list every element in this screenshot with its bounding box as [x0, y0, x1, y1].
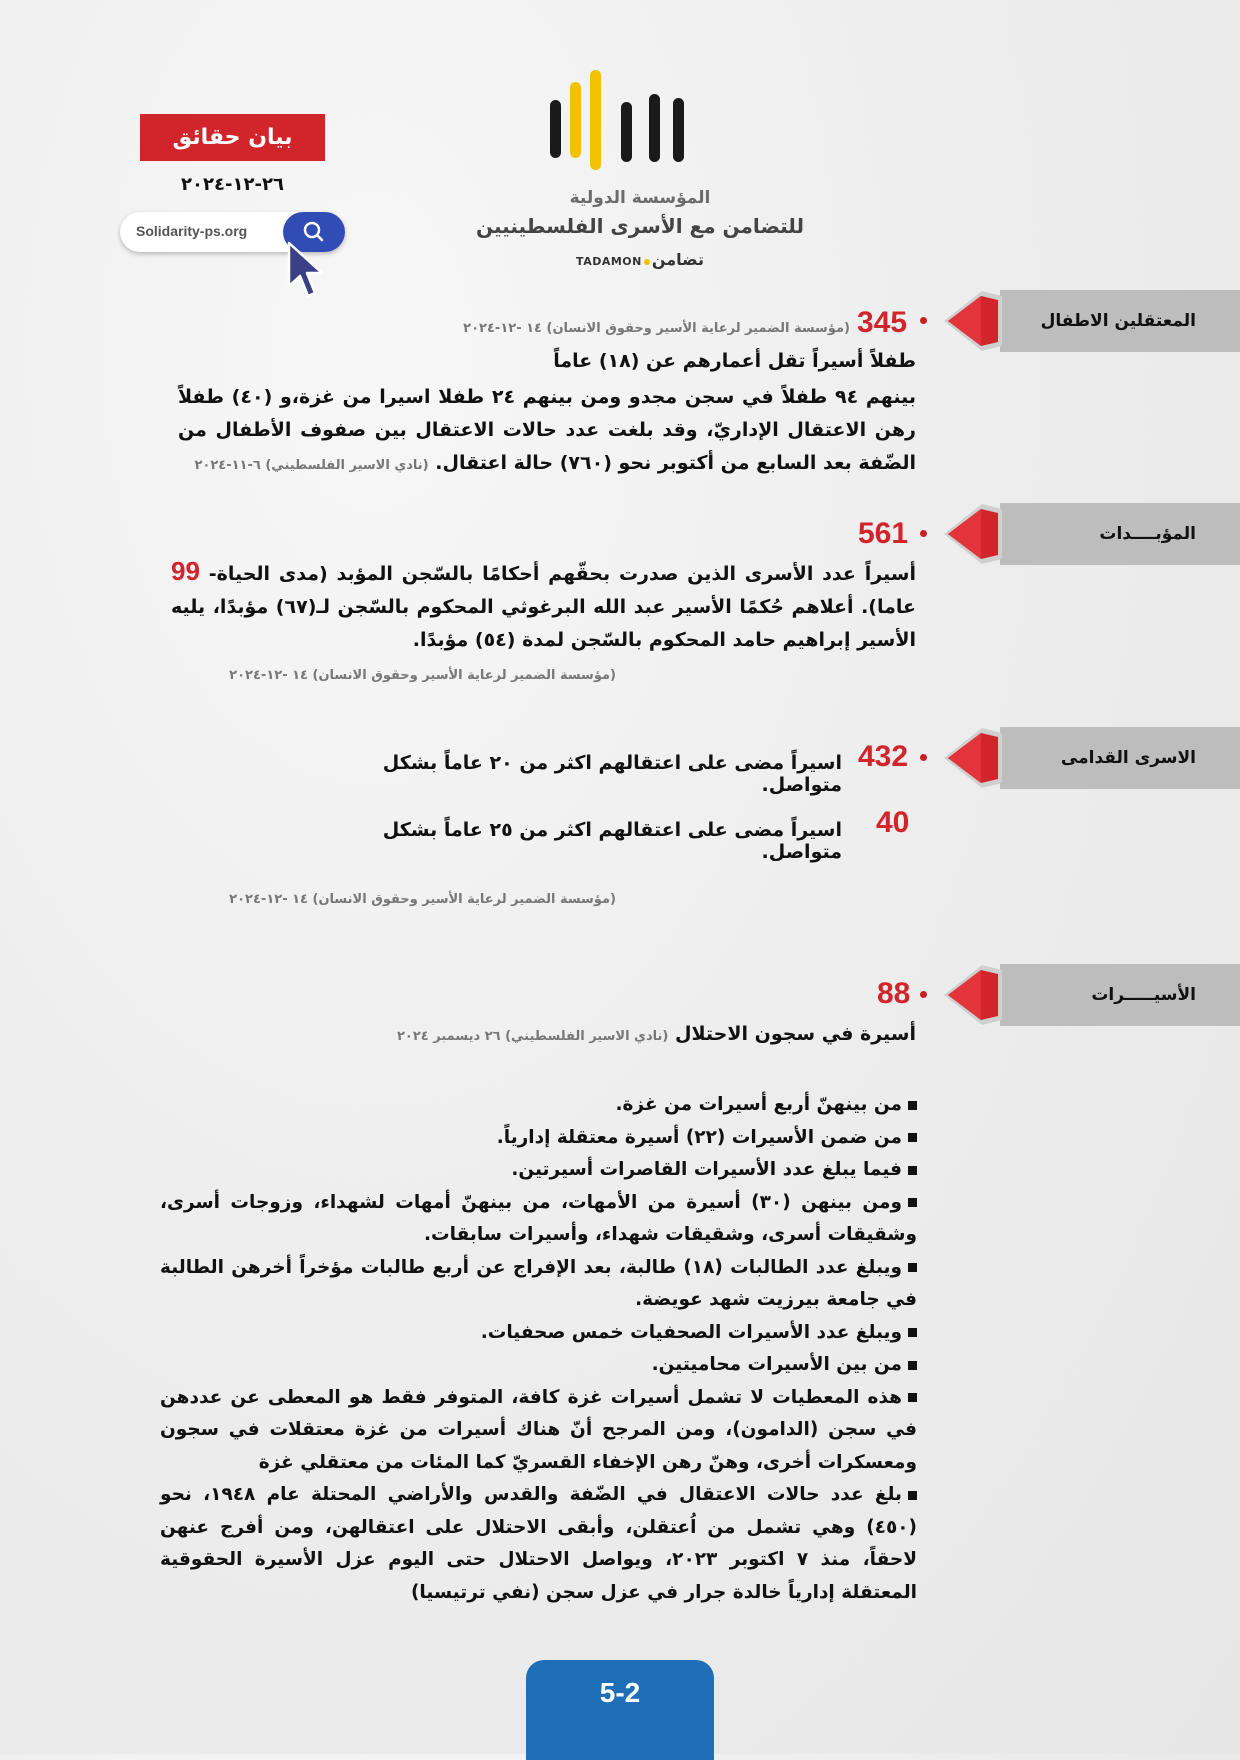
issue-date: ٢٦-١٢-٢٠٢٤ — [181, 174, 284, 195]
red-pointer-icon — [936, 958, 1010, 1032]
women-number: 88 — [877, 977, 911, 1010]
children-source: (مؤسسة الضمير لرعاية الأسير وحقوق الانسان) ١٤ -١٢-٢٠٢٤ — [463, 321, 850, 336]
logo-brand — [540, 250, 740, 269]
veterans-number-2: 40 — [876, 806, 910, 839]
mouse-cursor-icon — [285, 240, 327, 300]
children-heading: طفلاً أسيراً تقل أعمارهم عن (١٨) عاماً — [553, 350, 916, 372]
life-body-after: عاما). أعلاهم حُكمًا الأسير عبد الله البرغوثي المحكوم بالسّجن لـ(٦٧) مؤبدًا، يليه الأسير إبراهيم حامد المحكوم بالسّجن لمدة (٥٤) مؤبدًا. — [171, 596, 916, 651]
women-heading-line — [316, 1023, 916, 1045]
children-body — [178, 381, 916, 482]
veterans-text-2: اسيراً مضى على اعتقالهم اكثر من ٢٥ عاماً بشكل متواصل. — [382, 819, 842, 863]
children-body-text: بينهم ٩٤ طفلاً في سجن مجدو ومن بينهم ٢٤ طفلا اسيرا من غزة،و (٤٠) طفلاً رهن الاعتقال الإداريّ، وقد بلغت عدد حالات الاعتقال بين صفوف الأطفال من الضّفة بعد السابع من أكتوبر نحو (٧٦٠) حالة اعتقال. — [178, 386, 916, 474]
life-source: (مؤسسة الضمير لرعاية الأسير وحقوق الانسان) ١٤ -١٢-٢٠٢٤ — [229, 668, 616, 683]
square-bullet-icon — [908, 1101, 917, 1110]
square-bullet-icon — [908, 1166, 917, 1175]
red-pointer-icon — [936, 284, 1010, 358]
life-body — [171, 555, 916, 657]
square-bullet-icon — [908, 1361, 917, 1370]
children-body-source: (نادي الاسير الفلسطيني) ٦-١١-٢٠٢٤ — [194, 458, 429, 473]
veterans-source: (مؤسسة الضمير لرعاية الأسير وحقوق الانسان) ١٤ -١٢-٢٠٢٤ — [229, 892, 616, 907]
bullet-dot-icon — [920, 754, 927, 761]
logo-dot-icon — [644, 259, 650, 265]
life-body-before: أسيراً عدد الأسرى الذين صدرت بحقّهم أحكامًا بالسّجن المؤبد (مدى الحياة- — [208, 563, 916, 585]
veterans-text-1: اسيراً مضى على اعتقالهم اكثر من ٢٠ عاماً بشكل متواصل. — [382, 752, 842, 796]
bullet-dot-icon — [920, 991, 927, 998]
logo-brand-ar: تضامن — [651, 250, 704, 269]
life-number: 561 — [858, 517, 909, 550]
square-bullet-icon — [908, 1491, 917, 1500]
tab-life-sentences — [1000, 503, 1240, 565]
page-number: 5-2 — [526, 1660, 714, 1760]
children-number: 345 — [857, 306, 908, 339]
bullet-dot-icon — [920, 317, 927, 324]
square-bullet-icon — [908, 1133, 917, 1142]
list-item: فيما يبلغ عدد الأسيرات القاصرات أسيرتين. — [160, 1154, 917, 1187]
fact-sheet-badge: بيان حقائق — [140, 114, 325, 161]
tab-children-label: المعتقلين الاطفال — [1040, 311, 1196, 331]
list-item: ومن بينهن (٣٠) أسيرة من الأمهات، من بينهنّ أمهات لشهداء، وزوجات أسرى، وشقيقات أسرى، وشقيقات شهداء، وأسيرات سابقات. — [160, 1191, 917, 1245]
website-url[interactable]: Solidarity-ps.org — [136, 223, 248, 239]
square-bullet-icon — [908, 1328, 917, 1337]
square-bullet-icon — [908, 1263, 917, 1272]
logo-org-line1: المؤسسة الدولية — [569, 188, 711, 208]
list-item: من بين الأسيرات محاميتين. — [160, 1349, 917, 1382]
square-bullet-icon — [908, 1198, 917, 1207]
red-pointer-icon — [936, 497, 1010, 571]
tab-women-prisoners — [1000, 964, 1240, 1026]
logo-brand-en: TADAMON — [576, 255, 642, 268]
veterans-number-1: 432 — [858, 740, 909, 773]
women-facts-list — [160, 1089, 917, 1609]
list-item: من ضمن الأسيرات (٢٢) أسيرة معتقلة إدارياً. — [160, 1122, 917, 1155]
list-item: ويبلغ عدد الطالبات (١٨) طالبة، بعد الإفراج عن أربع طالبات مؤخراً أخرهن الطالبة في جامعة بيرزيت شهد عويضة. — [160, 1256, 917, 1310]
life-inline-number: 99 — [171, 556, 200, 586]
tab-life-sentences-label: المؤبــــدات — [1099, 524, 1196, 544]
bullet-dot-icon — [920, 530, 927, 537]
women-heading: أسيرة في سجون الاحتلال — [674, 1023, 916, 1045]
tab-veteran-prisoners-label: الاسرى القدامى — [1060, 748, 1196, 768]
list-item: من بينهنّ أربع أسيرات من غزة. — [160, 1089, 917, 1122]
organization-logo — [545, 60, 695, 180]
list-item: ويبلغ عدد الأسيرات الصحفيات خمس صحفيات. — [160, 1317, 917, 1350]
tab-women-prisoners-label: الأسيـــــرات — [1091, 985, 1196, 1005]
women-source: (نادي الاسير الفلسطيني) ٢٦ ديسمبر ٢٠٢٤ — [396, 1029, 669, 1044]
logo-org-line2: للتضامن مع الأسرى الفلسطينيين — [476, 214, 804, 238]
list-item: بلغ عدد حالات الاعتقال في الضّفة والقدس والأراضي المحتلة عام ١٩٤٨، نحو (٤٥٠) وهي تشمل من اُعتقلن، وأبقى الاحتلال على اعتقالهن، ومن أفرج عنهن لاحقاً، منذ ٧ اكتوبر ٢٠٢٣، ويواصل الاحتلال حتى اليوم عزل الأسيرة الحقوقية المعتقلة إدارياً خالدة جرار في عزل سجن (نفي ترتيسيا) — [160, 1484, 917, 1603]
tab-veteran-prisoners — [1000, 727, 1240, 789]
square-bullet-icon — [908, 1393, 917, 1402]
list-item: هذه المعطيات لا تشمل أسيرات غزة كافة، المتوفر فقط هو المعطى عن عددهن في سجن (الدامون)، ومن المرجح أنّ هناك أسيرات من غزة معتقلات في سجون ومعسكرات أخرى، وهنّ رهن الإخفاء القسريّ كما المئات من معتقلي غزة — [160, 1386, 917, 1473]
tab-children — [1000, 290, 1240, 352]
red-pointer-icon — [936, 721, 1010, 795]
